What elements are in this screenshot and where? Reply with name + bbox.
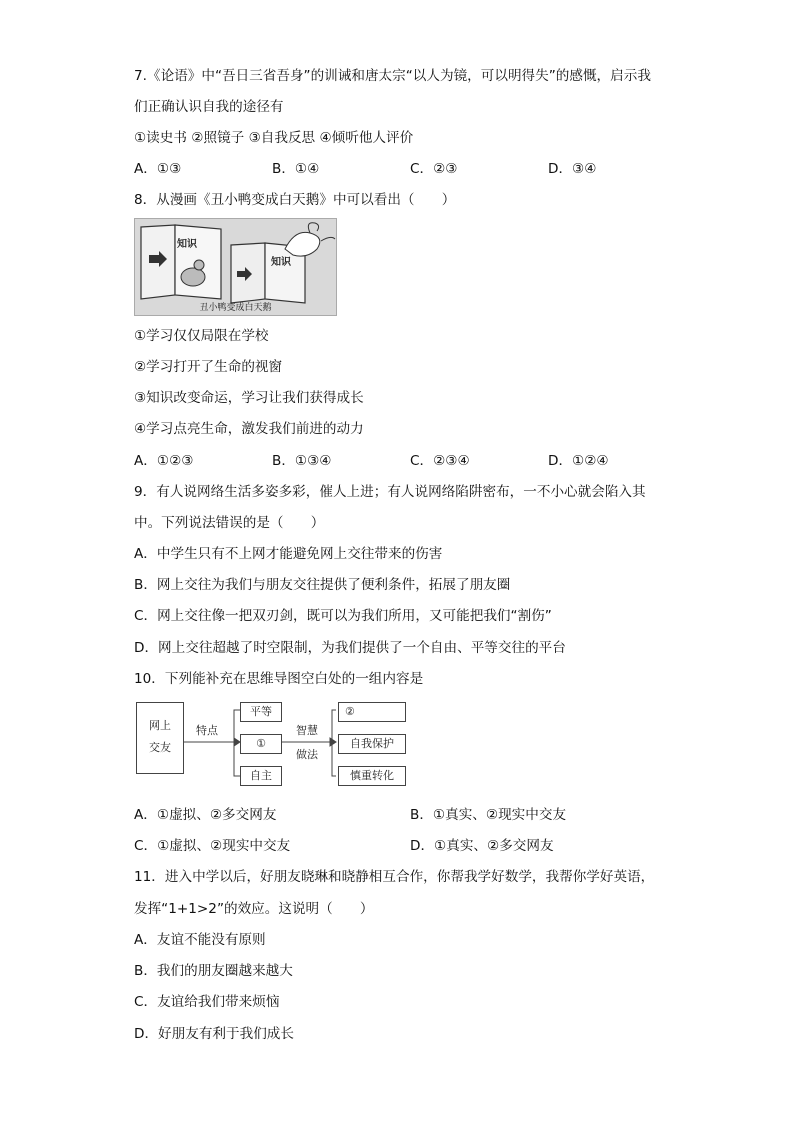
q9-stem-line2: 中。下列说法错误的是（ ） [134,515,325,531]
q8-options [134,451,694,471]
cartoon-book-right-label: 知识 [271,257,291,268]
q7-option-b[interactable]: B．①④ [272,161,320,177]
q8-option-b[interactable]: B．①③④ [272,453,332,469]
mindmap-root-box [136,702,184,774]
mindmap-feature-2: ① [240,734,282,754]
q8-item-3: ③知识改变命运，学习让我们获得成长 [134,390,364,406]
q9-option-c[interactable]: C．网上交往像一把双刃剑，既可以为我们所用，又可能把我们“割伤” [134,608,552,624]
mindmap-method-1: ② [338,702,406,722]
q7-stem-line1: 7.《论语》中“吾日三省吾身”的训诫和唐太宗“以人为镜，可以明得失”的感慨，启示我 [134,68,651,84]
mindmap-feature-1: 平等 [240,702,282,722]
q10-option-b[interactable]: B．①真实、②现实中交友 [410,807,567,823]
q8-stem: 8．从漫画《丑小鸭变成白天鹅》中可以看出（ ） [134,192,456,208]
q8-item-1: ①学习仅仅局限在学校 [134,328,269,344]
q10-option-c[interactable]: C．①虚拟、②现实中交友 [134,838,291,854]
q8-option-d[interactable]: D．①②④ [548,453,609,469]
q7-items: ①读史书 ②照镜子 ③自我反思 ④倾听他人评价 [134,130,414,146]
q8-item-2: ②学习打开了生命的视窗 [134,359,283,375]
q10-options-row1 [134,805,694,825]
q8-option-c[interactable]: C．②③④ [410,453,470,469]
cartoon-caption: 丑小鸭变成白天鹅 [199,303,272,313]
mindmap-feature-3: 自主 [240,766,282,786]
q7-option-c[interactable]: C．②③ [410,161,458,177]
q9-option-a[interactable]: A．中学生只有不上网才能避免网上交往带来的伤害 [134,546,443,562]
q7-option-d[interactable]: D．③④ [548,161,597,177]
q9-option-d[interactable]: D．网上交往超越了时空限制，为我们提供了一个自由、平等交往的平台 [134,640,566,656]
q10-stem: 10．下列能补充在思维导图空白处的一组内容是 [134,671,424,687]
q11-stem-line1: 11．进入中学以后，好朋友晓琳和晓静相互合作，你帮我学好数学，我帮你学好英语， [134,869,655,885]
q9-stem-line1: 9．有人说网络生活多姿多彩，催人上进；有人说网络陷阱密布，一不小心就会陷入其 [134,484,646,500]
mindmap-branch-methods-line2: 做法 [296,748,318,761]
q10-option-a[interactable]: A．①虚拟、②多交网友 [134,807,277,823]
mindmap-root-line2: 交友 [149,741,171,754]
mindmap-branch-methods-line1: 智慧 [296,724,318,737]
q8-item-4: ④学习点亮生命，激发我们前进的动力 [134,421,364,437]
mindmap-branch-features: 特点 [196,724,218,737]
q8-cartoon-image [134,218,337,316]
q7-stem-line2: 们正确认识自我的途径有 [134,99,284,115]
mindmap-method-3: 慎重转化 [338,766,406,786]
q11-option-d[interactable]: D．好朋友有利于我们成长 [134,1026,294,1042]
mindmap-method-2: 自我保护 [338,734,406,754]
q7-option-a[interactable]: A．①③ [134,161,182,177]
q11-option-b[interactable]: B．我们的朋友圈越来越大 [134,963,293,979]
q11-option-c[interactable]: C．友谊给我们带来烦恼 [134,994,280,1010]
q11-option-a[interactable]: A．友谊不能没有原则 [134,932,266,948]
cartoon-book-left-label: 知识 [177,239,197,250]
mindmap-root-line1: 网上 [149,719,171,732]
q11-stem-line2: 发挥“1+1>2”的效应。这说明（ ） [134,901,374,917]
q8-option-a[interactable]: A．①②③ [134,453,194,469]
q10-mindmap [134,698,409,790]
q10-option-d[interactable]: D．①真实、②多交网友 [410,838,554,854]
q7-options [134,159,694,179]
q10-options-row2 [134,836,694,856]
q9-option-b[interactable]: B．网上交往为我们与朋友交往提供了便利条件，拓展了朋友圈 [134,577,511,593]
